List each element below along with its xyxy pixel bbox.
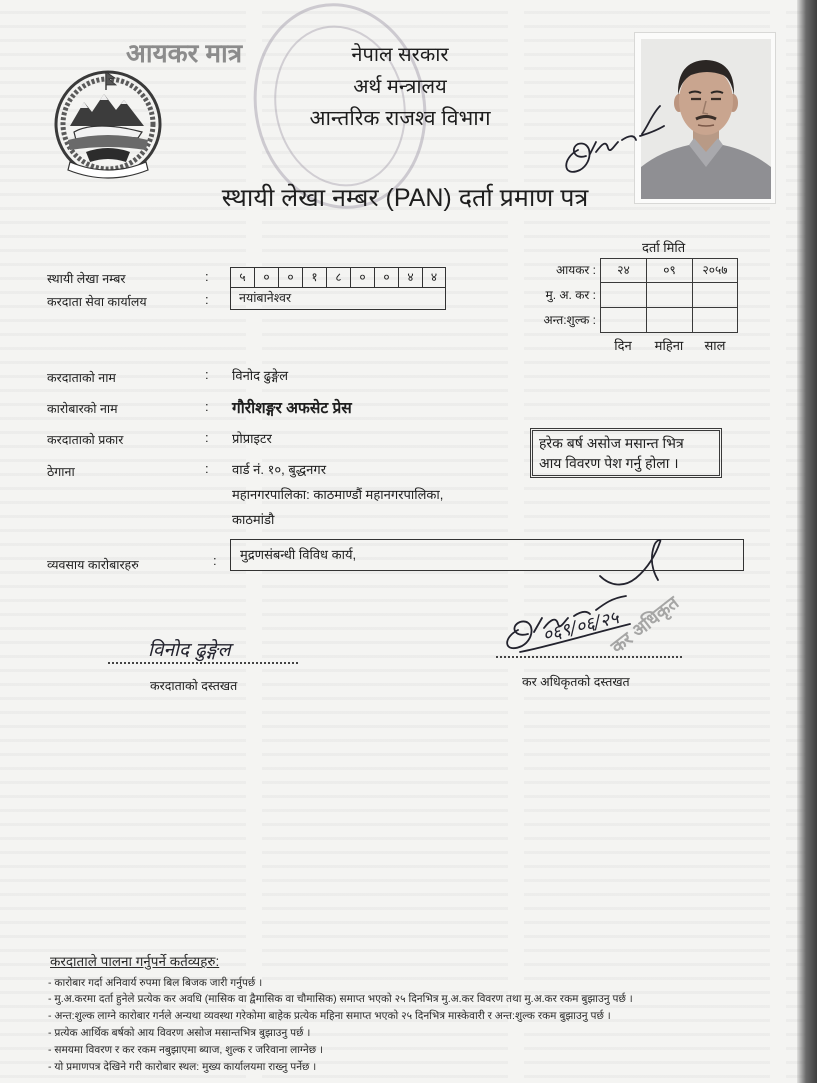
income-tax-year: २०५७ xyxy=(692,258,738,283)
excise-month xyxy=(646,308,692,333)
officer-signature-label: कर अधिकृतको दस्तखत xyxy=(522,675,630,689)
notice-line: आय विवरण पेश गर्नु होला । xyxy=(539,455,679,471)
address-line: महानगरपालिका: काठमाण्डौं महानगरपालिका, xyxy=(232,487,444,502)
column-label-year: साल xyxy=(704,338,726,353)
taxpayer-signature-line xyxy=(108,662,298,664)
registration-date-heading: दर्ता मिति xyxy=(642,240,686,255)
column-label-day: दिन xyxy=(614,338,632,353)
vat-month xyxy=(646,283,692,308)
duty-item: - समयमा विवरण र कर रकम नबुझाएमा ब्याज, शुल्क र जरिवाना लाग्नेछ । xyxy=(48,1044,323,1056)
business-activities-value: मुद्रणसंबन्धी विविध कार्य, xyxy=(230,539,744,571)
vat-year xyxy=(692,283,738,308)
date-column-labels xyxy=(600,336,738,354)
pan-digit: ८ xyxy=(326,267,350,288)
excise-day xyxy=(600,308,646,333)
registration-date-table xyxy=(520,258,738,333)
row-label-excise: अन्त:शुल्क : xyxy=(543,313,596,327)
vat-day xyxy=(600,283,646,308)
pan-label: स्थायी लेखा नम्बर xyxy=(47,272,126,286)
business-name-value: गौरीशङ्गर अफसेट प्रेस xyxy=(232,400,352,417)
address-line: वार्ड नं. १०, बुद्धनगर xyxy=(232,462,327,477)
column-label-month: महिना xyxy=(654,338,684,353)
address-line: काठमांडौ xyxy=(232,512,275,527)
office-label: करदाता सेवा कार्यालय xyxy=(47,295,147,309)
ministry-name: अर्थ मन्त्रालय xyxy=(353,76,447,98)
pan-digit: ० xyxy=(254,267,278,288)
pan-digit: ० xyxy=(350,267,374,288)
duty-item: - कारोबार गर्दा अनिवार्य रुपमा बिल बिजक जारी गर्नुपर्छ । xyxy=(48,977,263,989)
notice-line: हरेक बर्ष असोज मसान्त भित्र xyxy=(539,435,684,451)
address-label: ठेगाना xyxy=(47,465,75,479)
duties-heading: करदाताले पालना गर्नुपर्ने कर्तव्यहरु: xyxy=(50,954,220,969)
duty-item: - अन्त:शुल्क लाग्ने कारोबार गर्नले अन्यथा व्यवस्था गरेकोमा बाहेक प्रत्येक महिना समाप्त भएको २५ दिनभित्र मास्केवारी र अन्त:शुल्क रकम बुझाउनु पर्छ । xyxy=(48,1010,611,1022)
pan-digit: १ xyxy=(302,267,326,288)
pan-digit: ४ xyxy=(422,267,446,288)
pan-number xyxy=(230,267,446,288)
government-name: नेपाल सरकार xyxy=(351,44,449,66)
pan-digit: ४ xyxy=(398,267,422,288)
table-row xyxy=(520,308,738,333)
duty-item: - प्रत्येक आर्थिक बर्षको आय विवरण असोज मसान्तभित्र बुझाउनु पर्छ । xyxy=(48,1027,311,1039)
income-tax-day: २४ xyxy=(600,258,646,283)
taxpayer-signature: विनोद ढुङ्गेल xyxy=(148,639,231,661)
pan-digit: ५ xyxy=(230,267,254,288)
taxpayer-name-value: विनोद ढुङ्गेल xyxy=(232,368,289,383)
tax-officer-stamp: कर अधिकृत xyxy=(607,592,683,658)
taxpayer-name-label: करदाताको नाम xyxy=(47,371,116,385)
income-tax-month: ०९ xyxy=(646,258,692,283)
officer-signature-line xyxy=(496,656,682,658)
duty-item: - यो प्रमाणपत्र देखिने गरी कारोबार स्थल: मुख्य कार्यालयमा राख्नु पर्नेछ । xyxy=(48,1061,317,1073)
income-tax-only-stamp: आयकर मात्र xyxy=(126,38,243,68)
row-label-vat: मु. अ. कर : xyxy=(545,288,596,302)
separator: : xyxy=(205,399,209,414)
department-name: आन्तरिक राजश्व विभाग xyxy=(309,107,491,130)
table-row xyxy=(520,258,738,283)
pan-digit: ० xyxy=(278,267,302,288)
office-value: नयांबानेश्वर xyxy=(230,288,446,310)
row-label-income-tax: आयकर : xyxy=(555,263,596,277)
separator: : xyxy=(205,430,209,445)
separator: : xyxy=(205,292,209,307)
separator: : xyxy=(205,461,209,476)
pen-scribble-icon xyxy=(590,536,672,598)
officer-signature-mark-icon xyxy=(556,96,672,184)
taxpayer-signature-label: करदाताको दस्तखत xyxy=(150,679,238,693)
separator: : xyxy=(213,553,217,568)
business-activities-label: व्यवसाय कारोबारहरु xyxy=(47,558,139,572)
taxpayer-type-label: करदाताको प्रकार xyxy=(47,433,124,447)
separator: : xyxy=(205,269,209,284)
scan-edge-shadow xyxy=(797,0,817,1083)
business-name-label: कारोबारको नाम xyxy=(47,402,118,416)
officer-signature-date: ०६९/०६/२५ xyxy=(540,607,621,647)
pan-digit: ० xyxy=(374,267,398,288)
separator: : xyxy=(205,367,209,382)
page-title: स्थायी लेखा नम्बर (PAN) दर्ता प्रमाण पत्र xyxy=(221,184,589,212)
nepal-emblem-icon xyxy=(52,66,164,184)
table-row xyxy=(520,283,738,308)
duty-item: - मु.अ.करमा दर्ता हुनेले प्रत्येक कर अवधि (मासिक वा द्वैमासिक वा चौमासिक) समाप्त भएको २५ दिनभित्र मु.अ.कर विवरण तथा मु.अ.कर रकम बुझाउनु पर्छ । xyxy=(48,993,633,1005)
filing-notice-box xyxy=(530,428,722,478)
excise-year xyxy=(692,308,738,333)
taxpayer-type-value: प्रोप्राइटर xyxy=(232,431,272,446)
